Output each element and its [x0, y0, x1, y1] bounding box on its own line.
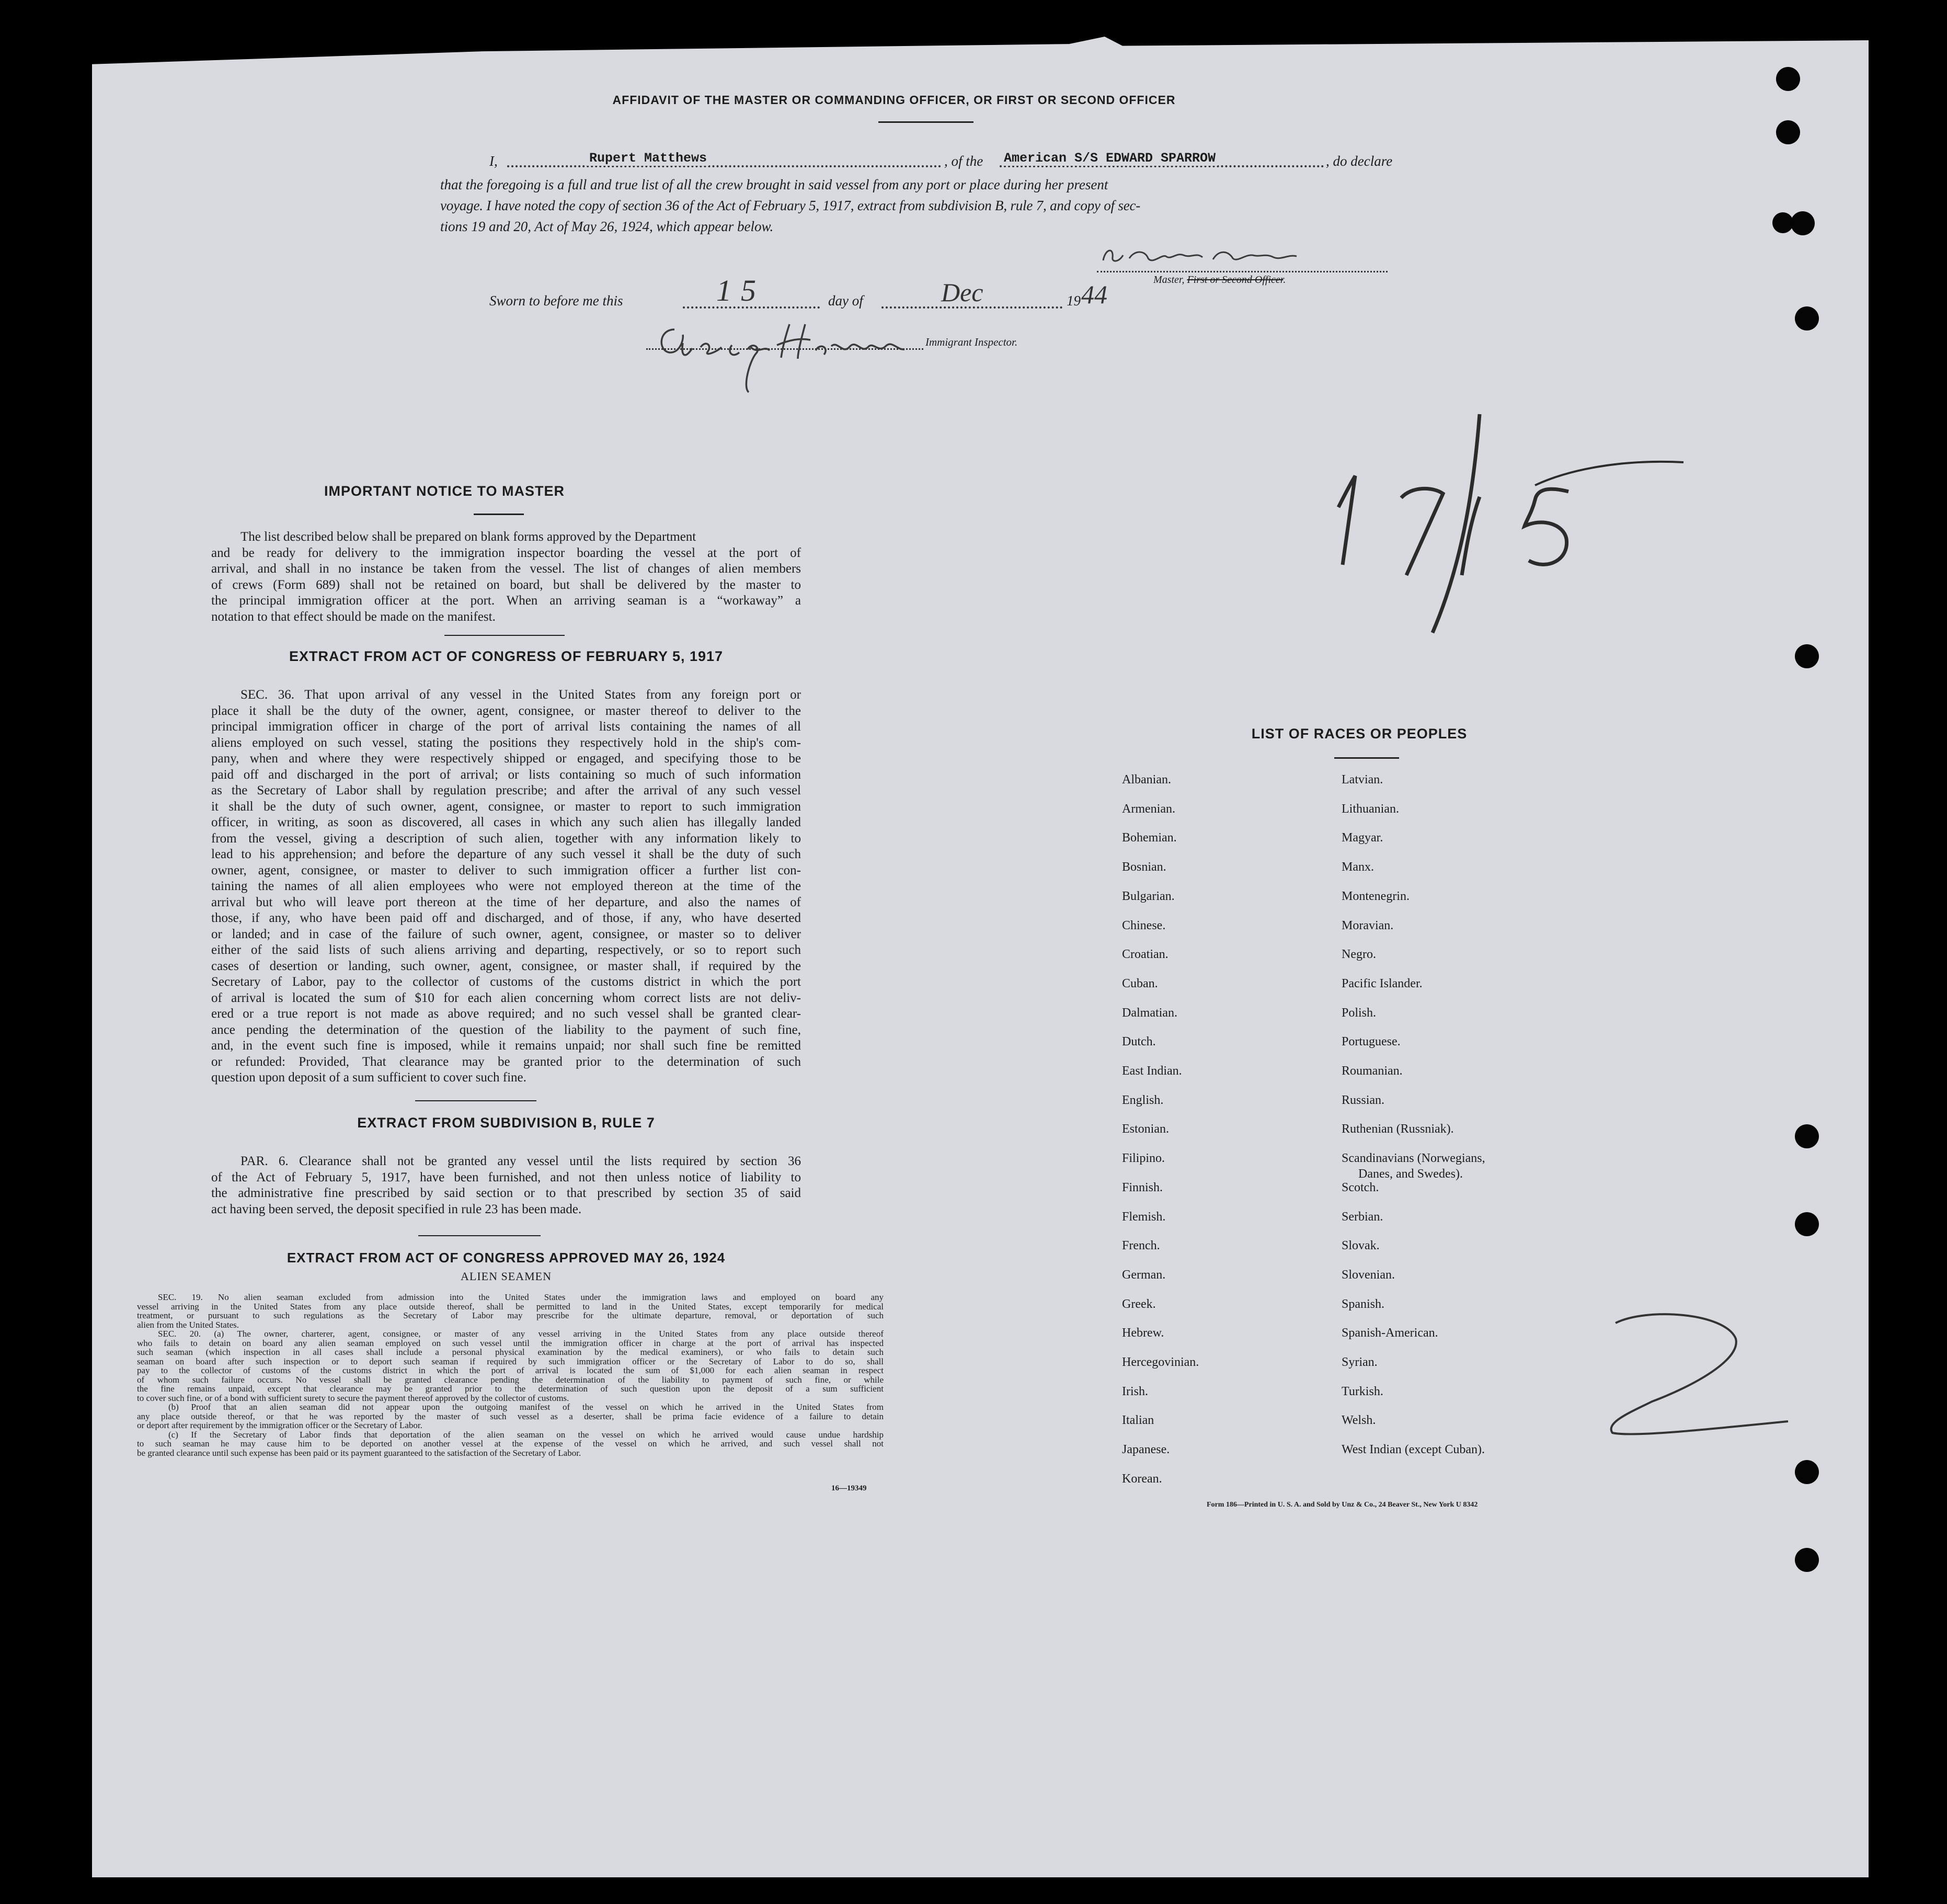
- text-line: owner, agent, consignee, or master to deliver to such immigration officer a further list con-: [211, 863, 801, 877]
- sworn-label: Sworn to before me this: [489, 293, 623, 309]
- text-line: or refunded: Provided, That clearance may be granted prior to the determination of such: [211, 1054, 801, 1069]
- race-item: Scotch.: [1342, 1180, 1379, 1194]
- race-item: Lithuanian.: [1342, 802, 1399, 816]
- margin-number: [1600, 1307, 1804, 1443]
- text-line: paid off and discharged in the port of arrival; or lists containing so much of such information: [211, 767, 801, 782]
- text-line: PAR. 6. Clearance shall not be granted any vessel until the lists required by section 36: [240, 1154, 801, 1168]
- notice-body: [211, 529, 801, 625]
- race-item: Negro.: [1342, 948, 1376, 962]
- race-item: Irish.: [1122, 1384, 1148, 1398]
- binder-hole: [1776, 67, 1800, 91]
- race-item: Filipino.: [1122, 1151, 1165, 1166]
- race-item: Danes, and Swedes).: [1358, 1167, 1463, 1181]
- master-name: Rupert Matthews: [587, 151, 709, 166]
- extract-1924-body: [137, 1293, 884, 1457]
- text-line: either of the said lists of such aliens arriving and departing, respectively, or so to report such: [211, 943, 801, 957]
- text-line: the principal immigration officer at the port. When an arriving seaman is a “workaway” a: [211, 594, 801, 608]
- master-caption: [1153, 274, 1286, 286]
- divider: [418, 1235, 541, 1236]
- text-line: be granted clearance until such expense has been paid or its payment guaranteed to the satisfaction of the Secretary of Labor.: [137, 1447, 581, 1458]
- text-line: alien from the United States.: [137, 1319, 239, 1330]
- races-title: LIST OF RACES OR PEOPLES: [1251, 726, 1468, 742]
- text-line: officer, in writing, as soon as discovered, all cases in which any such alien has illegally landed: [211, 815, 801, 829]
- master-caption-end: .: [1283, 274, 1286, 286]
- race-item: French.: [1122, 1239, 1160, 1253]
- race-item: Roumanian.: [1342, 1064, 1403, 1078]
- text-line: ance pending the determination of the question of the liability to the payment of such fine,: [211, 1022, 801, 1037]
- extract-rule7-title: EXTRACT FROM SUBDIVISION B, RULE 7: [357, 1115, 655, 1131]
- race-item: Albanian.: [1122, 773, 1171, 786]
- affidavit-body-line: that the foregoing is a full and true list of all the crew brought in said vessel from any port or place during her present: [440, 177, 1108, 192]
- race-item: Dalmatian.: [1122, 1006, 1177, 1020]
- race-item: Scandinavians (Norwegians,: [1342, 1151, 1485, 1166]
- extract-1924-title: EXTRACT FROM ACT OF CONGRESS APPROVED MAY 26, 1924: [287, 1250, 726, 1265]
- race-item: Montenegrin.: [1342, 889, 1410, 903]
- text-line: (b) Proof that an alien seaman did not appear upon the outgoing manifest of the vessel on which he arrived in the United States from: [168, 1402, 884, 1412]
- race-item: Chinese.: [1122, 918, 1166, 932]
- text-line: such seaman (which inspection in all cases shall include a personal physical examination by the medical examiners), or who fails to detain such: [137, 1347, 884, 1357]
- text-line: of arrival is located the sum of $10 for each alien concerning whom correct lists are not deliv-: [211, 990, 801, 1005]
- race-item: Dutch.: [1122, 1035, 1156, 1049]
- race-item: English.: [1122, 1093, 1164, 1107]
- text-line: question upon deposit of a sum sufficient to cover such fine.: [211, 1070, 526, 1085]
- race-item: Magyar.: [1342, 831, 1383, 845]
- affidavit-title: AFFIDAVIT OF THE MASTER OR COMMANDING OFFICER, OR FIRST OR SECOND OFFICER: [612, 93, 1176, 107]
- text-line: (c) If the Secretary of Labor finds that deportation of the alien seaman on the vessel on which he arrived would cause undue hardship: [168, 1429, 884, 1440]
- race-item: Bohemian.: [1122, 831, 1177, 845]
- binder-hole: [1795, 1460, 1819, 1484]
- race-item: Finnish.: [1122, 1180, 1163, 1194]
- master-signature: [1098, 240, 1338, 273]
- of-the-label: , of the: [944, 153, 983, 169]
- text-line: aliens employed on such vessel, stating the positions they respectively hold in the ship's com-: [211, 735, 801, 750]
- race-item: Croatian.: [1122, 948, 1169, 962]
- text-line: notation to that effect should be made on the manifest.: [211, 609, 496, 624]
- do-declare-label: , do declare: [1326, 153, 1393, 169]
- text-line: SEC. 19. No alien seaman excluded from admission into the United States under the immigration laws and employed on board any: [158, 1292, 884, 1302]
- race-item: Latvian.: [1342, 773, 1383, 786]
- binder-hole: [1795, 1124, 1819, 1148]
- race-item: Korean.: [1122, 1472, 1162, 1486]
- text-line: arrival, and shall in no instance be taken from the vessel. The list of changes of alien members: [211, 562, 801, 576]
- race-item: Polish.: [1342, 1006, 1377, 1020]
- race-item: Russian.: [1342, 1093, 1385, 1107]
- race-item: Moravian.: [1342, 918, 1394, 932]
- affidavit-body-line: voyage. I have noted the copy of section 36 of the Act of February 5, 1917, extract from subdivision B, rule 7, and copy of sec-: [440, 198, 1141, 213]
- text-line: it shall be the duty of such owner, agent, consignee, or master to report to such immigration: [211, 799, 801, 814]
- text-line: vessel arriving in the United States from any place outside thereof, shall be permitted to land in the United States, except temporarily for medical: [137, 1301, 884, 1312]
- text-line: taining the names of all alien employees who were not employed thereon at the time of the: [211, 879, 801, 893]
- text-line: of the Act of February 5, 1917, have been furnished, and not then unless notice of liability to: [211, 1170, 801, 1184]
- text-line: ered or a true report is not made as above required; and no such vessel shall be granted clear-: [211, 1007, 801, 1021]
- race-item: Slovak.: [1342, 1239, 1380, 1253]
- race-item: Flemish.: [1122, 1210, 1166, 1224]
- text-line: treatment, or pursuant to such regulations as the Secretary of Labor may prescribe for the ultimate departure, removal, or deportation of such: [137, 1310, 884, 1320]
- text-line: principal immigration officer in charge of the port of arrival lists containing the names of all: [211, 720, 801, 734]
- binder-hole: [1776, 120, 1800, 144]
- binder-hole: [1795, 644, 1819, 668]
- extract-1917-title: EXTRACT FROM ACT OF CONGRESS OF FEBRUARY 5, 1917: [289, 648, 724, 664]
- text-line: SEC. 20. (a) The owner, charterer, agent, consignee, or master of any vessel arriving in the United States from any place outside thereof: [158, 1329, 884, 1339]
- text-line: cases of desertion or landing, such owner, agent, consignee, or master shall, if required by the: [211, 959, 801, 973]
- race-item: Spanish.: [1342, 1297, 1385, 1311]
- divider: [1334, 757, 1399, 759]
- race-item: Bosnian.: [1122, 860, 1166, 874]
- text-line: place it shall be the duty of the owner, agent, consignee, or master thereof to deliver to the: [211, 703, 801, 718]
- master-caption-struck: First or Second Officer: [1187, 274, 1284, 286]
- year-prefix: 19: [1067, 293, 1081, 309]
- race-item: Spanish-American.: [1342, 1326, 1438, 1340]
- text-line: and be ready for delivery to the immigration inspector boarding the vessel at the port of: [211, 545, 801, 560]
- vessel-name: American S/S EDWARD SPARROW: [1002, 151, 1218, 166]
- race-item: Hebrew.: [1122, 1326, 1164, 1340]
- race-item: East Indian.: [1122, 1064, 1182, 1078]
- races-footer: Form 186—Printed in U. S. A. and Sold by Unz & Co., 24 Beaver St., New York U 8342: [1207, 1501, 1478, 1509]
- sworn-day: 15: [716, 273, 765, 307]
- race-item: Greek.: [1122, 1297, 1156, 1311]
- folio-number: [1328, 408, 1694, 648]
- race-item: Syrian.: [1342, 1355, 1378, 1369]
- blank-line: [507, 165, 941, 167]
- affidavit-body-line: tions 19 and 20, Act of May 26, 1924, which appear below.: [440, 219, 774, 234]
- text-line: or deport after requirement by the immigration officer or the Secretary of Labor.: [137, 1420, 422, 1430]
- text-line: those, if any, who have been paid off and discharged, and of those, if any, who have deserted: [211, 911, 801, 925]
- text-line: pany, when and where they were respectively shipped or engaged, and specifying those to be: [211, 751, 801, 766]
- sworn-year: 44: [1081, 280, 1107, 309]
- race-item: Slovenian.: [1342, 1268, 1395, 1282]
- binder-hole: [1795, 1212, 1819, 1236]
- notice-title: IMPORTANT NOTICE TO MASTER: [324, 483, 565, 499]
- form-code: 16—19349: [831, 1484, 867, 1492]
- text-line: The list described below shall be prepared on blank forms approved by the Department: [240, 530, 696, 544]
- text-line: the fine remains unpaid, except that clearance may be granted prior to the determination of such question upon the deposit of a sum sufficient: [137, 1384, 884, 1394]
- text-line: who fails to detain on board any alien seaman employed on such vessel until the immigration officer in charge at the port of arrival has inspected: [137, 1338, 884, 1348]
- text-line: from the vessel, giving a description of such alien, together with any information likely to: [211, 831, 801, 846]
- text-line: seaman on board after such inspection or to deport such seaman if required by such immigration officer or the Secretary of Labor to do so, shall: [137, 1356, 884, 1366]
- text-line: as the Secretary of Labor shall by regulation prescribe; and after the arrival of any such vessel: [211, 783, 801, 797]
- race-item: Estonian.: [1122, 1122, 1169, 1136]
- race-item: Cuban.: [1122, 976, 1158, 990]
- binder-hole: [1795, 1548, 1819, 1572]
- race-item: Armenian.: [1122, 802, 1175, 816]
- race-item: Portuguese.: [1342, 1035, 1401, 1049]
- text-line: pay to the collector of customs of the customs district in which the port of arrival is located the sum of $1,000 for each alien seaman in respect: [137, 1365, 884, 1375]
- text-line: the administrative fine prescribed by said section or to that prescribed by section 35 of said: [211, 1186, 801, 1200]
- affidavit-i-label: I,: [489, 153, 498, 169]
- text-line: of whom such failure occurs. No vessel shall be granted clearance pending the determination of the liability to payment of such fine, or while: [137, 1374, 884, 1385]
- text-line: any place outside thereof, or that he was reported by the master of such vessel as a deserter, shall be prima facie evidence of a failure to detain: [137, 1411, 884, 1421]
- binder-hole: [1772, 212, 1793, 233]
- race-item: West Indian (except Cuban).: [1342, 1443, 1485, 1457]
- text-line: and, in the event such fine is imposed, while it remains unpaid; nor shall such fine be remitted: [211, 1039, 801, 1053]
- text-line: Secretary of Labor, pay to the collector of customs of the customs district in which the port: [211, 975, 801, 989]
- sworn-month: Dec: [941, 278, 983, 307]
- binder-hole: [1791, 211, 1815, 235]
- race-item: Pacific Islander.: [1342, 976, 1423, 990]
- race-item: Italian: [1122, 1413, 1154, 1428]
- race-item: Serbian.: [1342, 1210, 1383, 1224]
- text-line: to cover such fine, or of a bond with sufficient surety to secure the payment thereof approved by the collector of customs.: [137, 1393, 569, 1403]
- race-item: Hercegovinian.: [1122, 1355, 1199, 1369]
- inspector-signature: [654, 309, 946, 397]
- divider: [878, 121, 974, 123]
- race-item: Japanese.: [1122, 1443, 1170, 1457]
- extract-rule7-body: [211, 1154, 801, 1217]
- extract-1917-body: [211, 687, 801, 1086]
- day-of-label: day of: [828, 293, 863, 309]
- text-line: of crews (Form 689) shall not be retained on board, but shall be delivered by the master to: [211, 577, 801, 592]
- year-label: [1067, 293, 1081, 309]
- text-line: to such seaman he may cause him to be deported on another vessel at the expense of the vessel on which he arrived, and such vessel shall not: [137, 1439, 884, 1449]
- text-line: or landed; and in case of the failure of such owner, agent, consignee, or master so to deliver: [211, 927, 801, 941]
- binder-hole: [1795, 306, 1819, 330]
- inspector-caption: Immigrant Inspector.: [925, 336, 1018, 348]
- race-item: German.: [1122, 1268, 1166, 1282]
- race-item: Welsh.: [1342, 1413, 1376, 1428]
- divider: [415, 1100, 536, 1101]
- text-line: lead to his apprehension; and before the departure of any such vessel it shall be the duty of such: [211, 847, 801, 861]
- race-item: Manx.: [1342, 860, 1374, 874]
- race-item: Turkish.: [1342, 1384, 1383, 1398]
- divider: [444, 635, 565, 636]
- extract-1924-subtitle: ALIEN SEAMEN: [461, 1270, 552, 1283]
- text-line: arrival but who will leave port thereon at the time of her departure, and also the names of: [211, 895, 801, 909]
- divider: [474, 514, 524, 515]
- master-caption-master: Master,: [1153, 274, 1185, 286]
- race-item: Ruthenian (Russniak).: [1342, 1122, 1454, 1136]
- text-line: act having been served, the deposit specified in rule 23 has been made.: [211, 1202, 582, 1216]
- race-item: Bulgarian.: [1122, 889, 1175, 903]
- text-line: SEC. 36. That upon arrival of any vessel in the United States from any foreign port or: [240, 688, 801, 702]
